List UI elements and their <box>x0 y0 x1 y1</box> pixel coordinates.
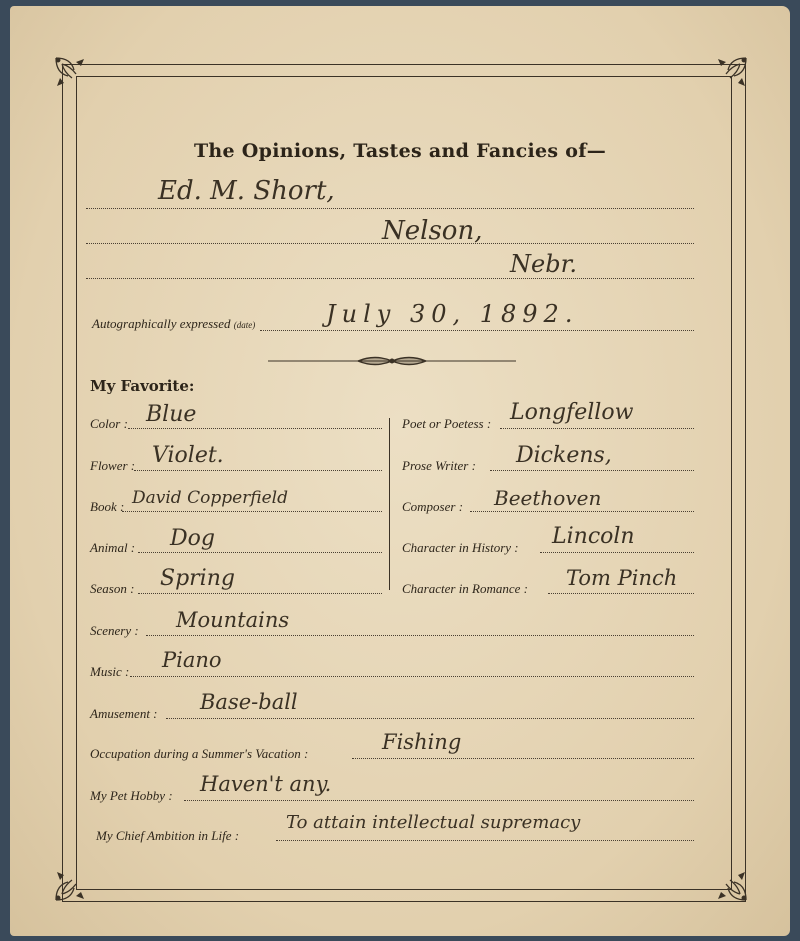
field-value: Violet. <box>152 443 224 468</box>
field-label: Flower : <box>90 458 136 473</box>
field-label: Character in History : <box>402 540 519 555</box>
corner-ornament-icon <box>704 54 750 100</box>
favorites-heading: My Favorite: <box>90 377 195 395</box>
field-label: Book : <box>90 499 125 514</box>
field-line <box>122 511 382 512</box>
field-label: Music : <box>90 664 130 679</box>
field-line <box>352 758 694 759</box>
field-label: Prose Writer : <box>402 458 476 473</box>
field-label: Composer : <box>402 499 464 514</box>
owner-town: Nelson, <box>382 216 483 246</box>
field-value: Spring <box>160 566 235 591</box>
date-line <box>260 330 694 331</box>
owner-name: Ed. M. Short, <box>158 176 335 206</box>
field-value: Tom Pinch <box>566 566 678 590</box>
field-label: Amusement : <box>90 706 158 721</box>
page-title: The Opinions, Tastes and Fancies of— <box>193 140 607 162</box>
owner-state-line <box>86 278 694 279</box>
field-line <box>130 676 694 677</box>
field-value: Lincoln <box>552 524 635 549</box>
divider-ornament-icon <box>268 355 516 367</box>
field-value: Longfellow <box>510 400 634 425</box>
field-value: Mountains <box>176 608 290 632</box>
field-value: Base-ball <box>200 690 298 714</box>
field-line <box>138 552 382 553</box>
field-value: Haven't any. <box>200 772 332 796</box>
field-line <box>540 552 694 553</box>
field-line <box>490 470 694 471</box>
field-value: Dickens, <box>516 443 612 468</box>
field-line <box>500 428 694 429</box>
owner-town-line <box>86 243 694 244</box>
owner-state: Nebr. <box>510 250 578 278</box>
field-value: To attain intellectual supremacy <box>286 812 581 833</box>
field-value: David Copperfield <box>132 488 289 508</box>
field-line <box>166 718 694 719</box>
date-label-text: Autographically expressed <box>92 316 231 331</box>
corner-ornament-icon <box>704 858 750 904</box>
field-line <box>184 800 694 801</box>
field-line <box>146 635 694 636</box>
field-label: Scenery : <box>90 623 139 638</box>
field-label: Occupation during a Summer's Vacation : <box>90 746 309 761</box>
field-value: Blue <box>146 402 197 427</box>
date-label <box>92 316 255 332</box>
corner-ornament-icon <box>52 54 98 100</box>
field-value: Piano <box>162 648 222 672</box>
field-line <box>134 470 382 471</box>
field-label: Season : <box>90 581 135 596</box>
owner-name-line <box>86 208 694 209</box>
field-line <box>470 511 694 512</box>
date-value: July 30, 1892. <box>326 300 579 328</box>
field-label: Character in Romance : <box>402 581 529 596</box>
field-line <box>548 593 694 594</box>
field-label: Color : <box>90 416 128 431</box>
corner-ornament-icon <box>52 858 98 904</box>
field-value: Dog <box>170 526 215 551</box>
field-line <box>128 428 382 429</box>
field-line <box>276 840 694 841</box>
field-label: My Chief Ambition in Life : <box>96 828 240 843</box>
field-label: Poet or Poetess : <box>402 416 492 431</box>
date-label-small: (date) <box>233 320 256 330</box>
field-value: Fishing <box>382 730 462 754</box>
field-label: Animal : <box>90 540 136 555</box>
field-value: Beethoven <box>494 486 602 510</box>
field-line <box>138 593 382 594</box>
field-label: My Pet Hobby : <box>90 788 173 803</box>
column-divider <box>389 418 390 590</box>
